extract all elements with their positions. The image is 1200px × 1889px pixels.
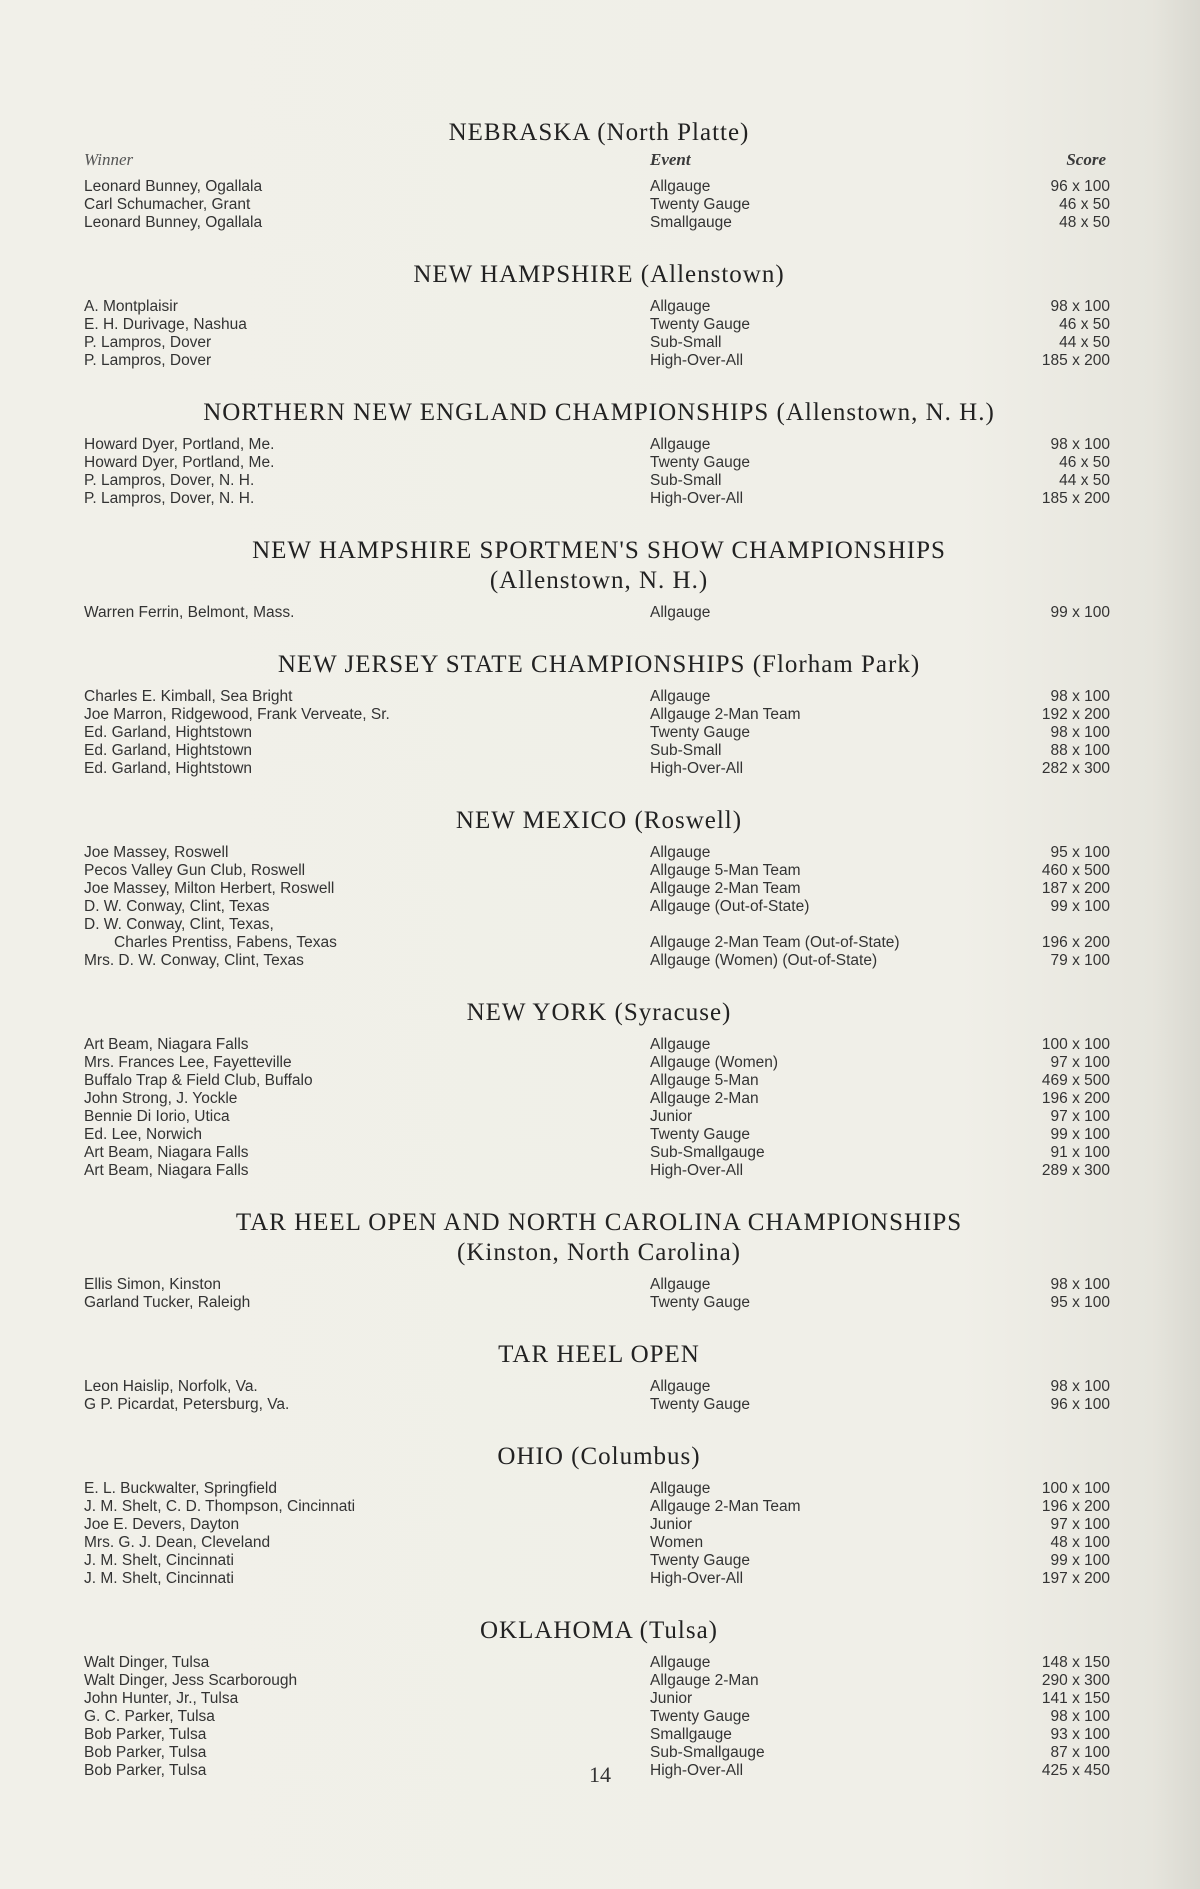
result-row: [84, 1126, 1114, 1144]
score-cell: 99 x 100: [1050, 604, 1110, 621]
score-cell: 289 x 300: [1041, 1162, 1110, 1179]
winner-name: Joe Marron, Ridgewood, Frank Verveate, Sr.: [84, 706, 390, 723]
section-heading: NEW HAMPSHIRE (Allenstown): [413, 261, 785, 288]
score-cell: 187 x 200: [1041, 880, 1110, 897]
event-cell: Allgauge: [650, 1654, 711, 1671]
results-section: [84, 1616, 1114, 1780]
results-section: [84, 1208, 1114, 1312]
result-row: [84, 1090, 1114, 1108]
winner-name: Walt Dinger, Tulsa: [84, 1654, 210, 1671]
winner-cell: [84, 916, 650, 934]
winner-name: Howard Dyer, Portland, Me.: [84, 454, 275, 471]
score-cell: 98 x 100: [1050, 436, 1110, 453]
winner-cell: [84, 934, 650, 952]
winner-name: Bennie Di Iorio, Utica: [84, 1108, 230, 1125]
result-row: [84, 1726, 1114, 1744]
score-cell: 100 x 100: [1041, 1036, 1110, 1053]
score-cell: 425 x 450: [1041, 1762, 1110, 1779]
event-cell: Allgauge: [650, 844, 711, 861]
winner-name: Art Beam, Niagara Falls: [84, 1036, 249, 1053]
winner-cell: [84, 1126, 650, 1144]
section-title: [84, 1208, 1114, 1268]
section-spacer: [84, 1588, 1114, 1616]
section-heading: TAR HEEL OPEN: [498, 1341, 700, 1368]
winner-name: G. C. Parker, Tulsa: [84, 1708, 215, 1725]
event-cell: Allgauge: [650, 436, 711, 453]
result-row: [84, 1036, 1114, 1054]
result-row: [84, 298, 1114, 316]
results-section: [84, 260, 1114, 370]
score-cell: 282 x 300: [1041, 760, 1110, 777]
result-row: [84, 1552, 1114, 1570]
winner-cell: [84, 1108, 650, 1126]
score-cell: 98 x 100: [1050, 298, 1110, 315]
winner-name: Leon Haislip, Norfolk, Va.: [84, 1378, 258, 1395]
score-cell: 99 x 100: [1050, 1126, 1110, 1143]
winner-cell: [84, 862, 650, 880]
result-row: [84, 1378, 1114, 1396]
score-cell: 100 x 100: [1041, 1480, 1110, 1497]
results-section: [84, 536, 1114, 622]
winner-name: P. Lampros, Dover: [84, 352, 212, 369]
event-cell: Sub-Small: [650, 472, 722, 489]
winner-name: E. L. Buckwalter, Springfield: [84, 1480, 277, 1497]
result-row: [84, 454, 1114, 472]
winner-cell: [84, 1276, 650, 1294]
section-title: [84, 536, 1114, 596]
winner-name: J. M. Shelt, Cincinnati: [84, 1552, 234, 1569]
column-header: [84, 150, 1114, 170]
score-cell: 185 x 200: [1041, 352, 1110, 369]
event-cell: Allgauge (Women): [650, 1054, 779, 1071]
event-cell: Allgauge: [650, 1276, 711, 1293]
score-cell: 96 x 100: [1050, 178, 1110, 195]
result-row: [84, 688, 1114, 706]
header-score: Score: [1066, 150, 1106, 169]
section-spacer: [84, 778, 1114, 806]
result-row: [84, 1654, 1114, 1672]
winner-name: J. M. Shelt, C. D. Thompson, Cincinnati: [84, 1498, 356, 1515]
event-cell: Allgauge 5-Man: [650, 1072, 759, 1089]
section-title: [84, 1340, 1114, 1370]
score-cell: 48 x 100: [1050, 1534, 1110, 1551]
result-row: [84, 1690, 1114, 1708]
score-cell: 196 x 200: [1041, 1090, 1110, 1107]
winner-name: Joe Massey, Roswell: [84, 844, 229, 861]
event-cell: High-Over-All: [650, 352, 744, 369]
section-heading: OKLAHOMA (Tulsa): [479, 1617, 718, 1644]
result-row: [84, 1144, 1114, 1162]
result-row: [84, 760, 1114, 778]
winner-name: P. Lampros, Dover, N. H.: [84, 490, 255, 507]
event-cell: Twenty Gauge: [650, 1708, 750, 1725]
score-cell: 98 x 100: [1050, 1276, 1110, 1293]
score-cell: 98 x 100: [1050, 1378, 1110, 1395]
score-cell: 185 x 200: [1041, 490, 1110, 507]
header-event: Event: [650, 150, 691, 169]
event-cell: Allgauge 2-Man: [650, 1672, 759, 1689]
section-spacer: [84, 622, 1114, 650]
event-cell: High-Over-All: [650, 760, 744, 777]
winner-cell: [84, 844, 650, 862]
winner-cell: [84, 1744, 650, 1762]
winner-cell: [84, 760, 650, 778]
results-section: [84, 998, 1114, 1180]
section-heading: NEBRASKA (North Platte): [448, 119, 750, 146]
winner-cell: [84, 1054, 650, 1072]
winner-cell: [84, 1144, 650, 1162]
winner-name: Mrs. G. J. Dean, Cleveland: [84, 1534, 271, 1551]
winner-name: Art Beam, Niagara Falls: [84, 1144, 249, 1161]
result-row: [84, 1294, 1114, 1312]
score-cell: 96 x 100: [1050, 1396, 1110, 1413]
winner-name: Leonard Bunney, Ogallala: [84, 214, 263, 231]
section-spacer: [84, 970, 1114, 998]
winner-name: Bob Parker, Tulsa: [84, 1726, 207, 1743]
winner-cell: [84, 880, 650, 898]
winner-cell: [84, 196, 650, 214]
event-cell: Twenty Gauge: [650, 196, 750, 213]
result-row: [84, 844, 1114, 862]
section-heading: NEW HAMPSHIRE SPORTMEN'S SHOW CHAMPIONSHIPS: [252, 537, 946, 564]
event-cell: High-Over-All: [650, 1762, 744, 1779]
result-row: [84, 1054, 1114, 1072]
result-row: [84, 1108, 1114, 1126]
score-cell: 95 x 100: [1050, 844, 1110, 861]
winner-cell: [84, 316, 650, 334]
results-section: [84, 1340, 1114, 1414]
score-cell: 196 x 200: [1041, 1498, 1110, 1515]
winner-name: Ellis Simon, Kinston: [84, 1276, 221, 1293]
winner-name: Pecos Valley Gun Club, Roswell: [84, 862, 306, 879]
winner-cell: [84, 298, 650, 316]
event-cell: High-Over-All: [650, 490, 744, 507]
result-row: [84, 916, 1114, 934]
winner-cell: [84, 898, 650, 916]
score-cell: 88 x 100: [1050, 742, 1110, 759]
event-cell: Allgauge 2-Man Team: [650, 706, 801, 723]
score-cell: 97 x 100: [1050, 1054, 1110, 1071]
winner-name: A. Montplaisir: [84, 298, 178, 315]
event-cell: Allgauge: [650, 604, 711, 621]
event-cell: Allgauge 2-Man: [650, 1090, 759, 1107]
winner-name: Mrs. D. W. Conway, Clint, Texas: [84, 952, 304, 969]
section-title: [84, 1616, 1114, 1646]
header-winner: Winner: [84, 150, 134, 169]
result-row: [84, 1672, 1114, 1690]
winner-cell: [84, 724, 650, 742]
winner-name: Walt Dinger, Jess Scarborough: [84, 1672, 298, 1689]
score-cell: 46 x 50: [1059, 316, 1110, 333]
result-row: [84, 952, 1114, 970]
result-row: [84, 334, 1114, 352]
winner-name: Bob Parker, Tulsa: [84, 1762, 207, 1779]
result-row: [84, 1708, 1114, 1726]
event-cell: Twenty Gauge: [650, 1396, 750, 1413]
result-row: [84, 898, 1114, 916]
section-subheading: (Allenstown, N. H.): [489, 567, 709, 594]
winner-cell: [84, 436, 650, 454]
result-row: [84, 934, 1114, 952]
event-cell: Allgauge 5-Man Team: [650, 862, 801, 879]
winner-cell: [84, 1654, 650, 1672]
event-cell: Twenty Gauge: [650, 454, 750, 471]
score-cell: 141 x 150: [1041, 1690, 1110, 1707]
winner-cell: [84, 1498, 650, 1516]
winner-cell: [84, 178, 650, 196]
section-spacer: [84, 370, 1114, 398]
section-title: [84, 998, 1114, 1028]
event-cell: Twenty Gauge: [650, 316, 750, 333]
winner-name: Joe E. Devers, Dayton: [84, 1516, 240, 1533]
score-cell: 98 x 100: [1050, 688, 1110, 705]
event-cell: [650, 916, 1006, 934]
winner-name: Ed. Garland, Hightstown: [84, 760, 253, 777]
winner-name: Charles E. Kimball, Sea Bright: [84, 688, 293, 705]
result-row: [84, 862, 1114, 880]
score-cell: [1006, 916, 1114, 934]
winner-name: P. Lampros, Dover, N. H.: [84, 472, 255, 489]
winner-cell: [84, 334, 650, 352]
result-row: [84, 1570, 1114, 1588]
section-heading: NEW JERSEY STATE CHAMPIONSHIPS (Florham Park): [277, 651, 921, 678]
section-heading: NEW YORK (Syracuse): [466, 999, 732, 1026]
winner-name: P. Lampros, Dover: [84, 334, 212, 351]
section-title: [84, 118, 1114, 148]
event-cell: Allgauge 2-Man Team (Out-of-State): [650, 934, 900, 951]
winner-cell: [84, 1090, 650, 1108]
winner-name: Warren Ferrin, Belmont, Mass.: [84, 604, 295, 621]
result-row: [84, 436, 1114, 454]
section-heading: TAR HEEL OPEN AND NORTH CAROLINA CHAMPIONSHIPS: [235, 1209, 963, 1236]
winner-cell: [84, 1480, 650, 1498]
score-cell: 79 x 100: [1050, 952, 1110, 969]
score-cell: 192 x 200: [1041, 706, 1110, 723]
result-row: [84, 214, 1114, 232]
result-row: [84, 742, 1114, 760]
event-cell: Allgauge (Women) (Out-of-State): [650, 952, 878, 969]
result-row: [84, 1162, 1114, 1180]
winner-cell: [84, 214, 650, 232]
result-row: [84, 1276, 1114, 1294]
winner-cell: [84, 454, 650, 472]
score-cell: 87 x 100: [1050, 1744, 1110, 1761]
winner-cell: [84, 952, 650, 970]
score-cell: 99 x 100: [1050, 898, 1110, 915]
winner-name: Mrs. Frances Lee, Fayetteville: [84, 1054, 292, 1071]
event-cell: Smallgauge: [650, 1726, 732, 1743]
result-row: [84, 1516, 1114, 1534]
score-cell: 469 x 500: [1041, 1072, 1110, 1089]
event-cell: Women: [650, 1534, 704, 1551]
results-section: [84, 806, 1114, 970]
winner-name: Bob Parker, Tulsa: [84, 1744, 207, 1761]
result-row: [84, 352, 1114, 370]
section-spacer: [84, 232, 1114, 260]
result-row: [84, 316, 1114, 334]
result-row: [84, 724, 1114, 742]
winner-name: J. M. Shelt, Cincinnati: [84, 1570, 234, 1587]
winner-cell: [84, 1162, 650, 1180]
winner-name: John Hunter, Jr., Tulsa: [84, 1690, 239, 1707]
result-row: [84, 706, 1114, 724]
results-section: [84, 1442, 1114, 1588]
score-cell: 98 x 100: [1050, 724, 1110, 741]
event-cell: Allgauge: [650, 178, 711, 195]
result-row: [84, 178, 1114, 196]
event-cell: Allgauge: [650, 1480, 711, 1497]
winner-name: John Strong, J. Yockle: [84, 1090, 238, 1107]
section-subheading: (Kinston, North Carolina): [457, 1239, 741, 1266]
winner-cell: [84, 1294, 650, 1312]
section-spacer: [84, 1180, 1114, 1208]
score-cell: 99 x 100: [1050, 1552, 1110, 1569]
section-heading: NORTHERN NEW ENGLAND CHAMPIONSHIPS (Allenstown, N. H.): [203, 399, 995, 426]
winner-name: Leonard Bunney, Ogallala: [84, 178, 263, 195]
score-cell: 46 x 50: [1059, 454, 1110, 471]
winner-cell: [84, 742, 650, 760]
event-cell: Junior: [650, 1516, 693, 1533]
event-cell: Sub-Smallgauge: [650, 1144, 765, 1161]
score-cell: 95 x 100: [1050, 1294, 1110, 1311]
winner-cell: [84, 1534, 650, 1552]
event-cell: Sub-Small: [650, 742, 722, 759]
results-content: [84, 118, 1114, 1780]
winner-cell: [84, 1672, 650, 1690]
event-cell: Allgauge: [650, 688, 711, 705]
event-cell: Allgauge 2-Man Team: [650, 1498, 801, 1515]
event-cell: Smallgauge: [650, 214, 732, 231]
section-title: [84, 398, 1114, 428]
event-cell: Allgauge: [650, 1378, 711, 1395]
score-cell: 97 x 100: [1050, 1108, 1110, 1125]
result-row: [84, 1744, 1114, 1762]
score-cell: 98 x 100: [1050, 1708, 1110, 1725]
winner-name: Buffalo Trap & Field Club, Buffalo: [84, 1072, 313, 1089]
winner-cell: [84, 1396, 650, 1414]
score-cell: 48 x 50: [1059, 214, 1110, 231]
section-spacer: [84, 1414, 1114, 1442]
result-row: [84, 472, 1114, 490]
event-cell: Junior: [650, 1108, 693, 1125]
winner-name: Ed. Garland, Hightstown: [84, 724, 253, 741]
event-cell: Twenty Gauge: [650, 1294, 750, 1311]
result-row: [84, 604, 1114, 622]
winner-name: Ed. Garland, Hightstown: [84, 742, 253, 759]
event-cell: Twenty Gauge: [650, 1126, 750, 1143]
event-cell: Allgauge (Out-of-State): [650, 898, 810, 915]
score-cell: 460 x 500: [1041, 862, 1110, 879]
winner-name: Art Beam, Niagara Falls: [84, 1162, 249, 1179]
winner-name: Garland Tucker, Raleigh: [84, 1294, 251, 1311]
event-cell: Sub-Smallgauge: [650, 1744, 765, 1761]
winner-name: D. W. Conway, Clint, Texas,: [84, 916, 274, 933]
winner-name: Joe Massey, Milton Herbert, Roswell: [84, 880, 335, 897]
winner-name: G P. Picardat, Petersburg, Va.: [84, 1396, 290, 1413]
result-row: [84, 1498, 1114, 1516]
score-cell: 91 x 100: [1050, 1144, 1110, 1161]
section-title: [84, 260, 1114, 290]
section-heading: OHIO (Columbus): [497, 1443, 701, 1470]
winner-cell: [84, 1036, 650, 1054]
winner-cell: [84, 352, 650, 370]
results-section: [84, 398, 1114, 508]
score-cell: 197 x 200: [1041, 1570, 1110, 1587]
winner-cell: [84, 1072, 650, 1090]
event-cell: Junior: [650, 1690, 693, 1707]
event-cell: Allgauge 2-Man Team: [650, 880, 801, 897]
event-cell: Sub-Small: [650, 334, 722, 351]
winner-cell: [84, 604, 650, 622]
result-row: [84, 880, 1114, 898]
section-title: [84, 1442, 1114, 1472]
section-spacer: [84, 1312, 1114, 1340]
winner-cell: [84, 490, 650, 508]
winner-cell: [84, 1552, 650, 1570]
winner-name: Howard Dyer, Portland, Me.: [84, 436, 275, 453]
score-cell: 196 x 200: [1041, 934, 1110, 951]
result-row: [84, 490, 1114, 508]
result-row: [84, 196, 1114, 214]
event-cell: Allgauge: [650, 1036, 711, 1053]
winner-cell: [84, 1516, 650, 1534]
winner-cell: [84, 1570, 650, 1588]
result-row: [84, 1534, 1114, 1552]
winner-cell: [84, 706, 650, 724]
result-row: [84, 1396, 1114, 1414]
score-cell: 44 x 50: [1059, 334, 1110, 351]
section-spacer: [84, 508, 1114, 536]
winner-cell: [84, 1378, 650, 1396]
section-heading: NEW MEXICO (Roswell): [455, 807, 743, 834]
winner-cell: [84, 1726, 650, 1744]
page-number: 14: [589, 1762, 611, 1787]
event-cell: Twenty Gauge: [650, 1552, 750, 1569]
event-cell: Allgauge: [650, 298, 711, 315]
result-row: [84, 1072, 1114, 1090]
winner-name: Carl Schumacher, Grant: [84, 196, 251, 213]
event-cell: Twenty Gauge: [650, 724, 750, 741]
result-row: [84, 1480, 1114, 1498]
score-cell: 46 x 50: [1059, 196, 1110, 213]
winner-name: E. H. Durivage, Nashua: [84, 316, 247, 333]
score-cell: 148 x 150: [1041, 1654, 1110, 1671]
winner-name: Ed. Lee, Norwich: [84, 1126, 203, 1143]
winner-name: Charles Prentiss, Fabens, Texas: [114, 934, 337, 951]
score-cell: 44 x 50: [1059, 472, 1110, 489]
score-cell: 290 x 300: [1041, 1672, 1110, 1689]
event-cell: High-Over-All: [650, 1162, 744, 1179]
event-cell: High-Over-All: [650, 1570, 744, 1587]
winner-cell: [84, 1690, 650, 1708]
winner-cell: [84, 1708, 650, 1726]
results-section: [84, 650, 1114, 778]
winner-cell: [84, 472, 650, 490]
section-title: [84, 650, 1114, 680]
results-section: [84, 118, 1114, 232]
winner-cell: [84, 688, 650, 706]
score-cell: 93 x 100: [1050, 1726, 1110, 1743]
section-title: [84, 806, 1114, 836]
winner-name: D. W. Conway, Clint, Texas: [84, 898, 270, 915]
score-cell: 97 x 100: [1050, 1516, 1110, 1533]
